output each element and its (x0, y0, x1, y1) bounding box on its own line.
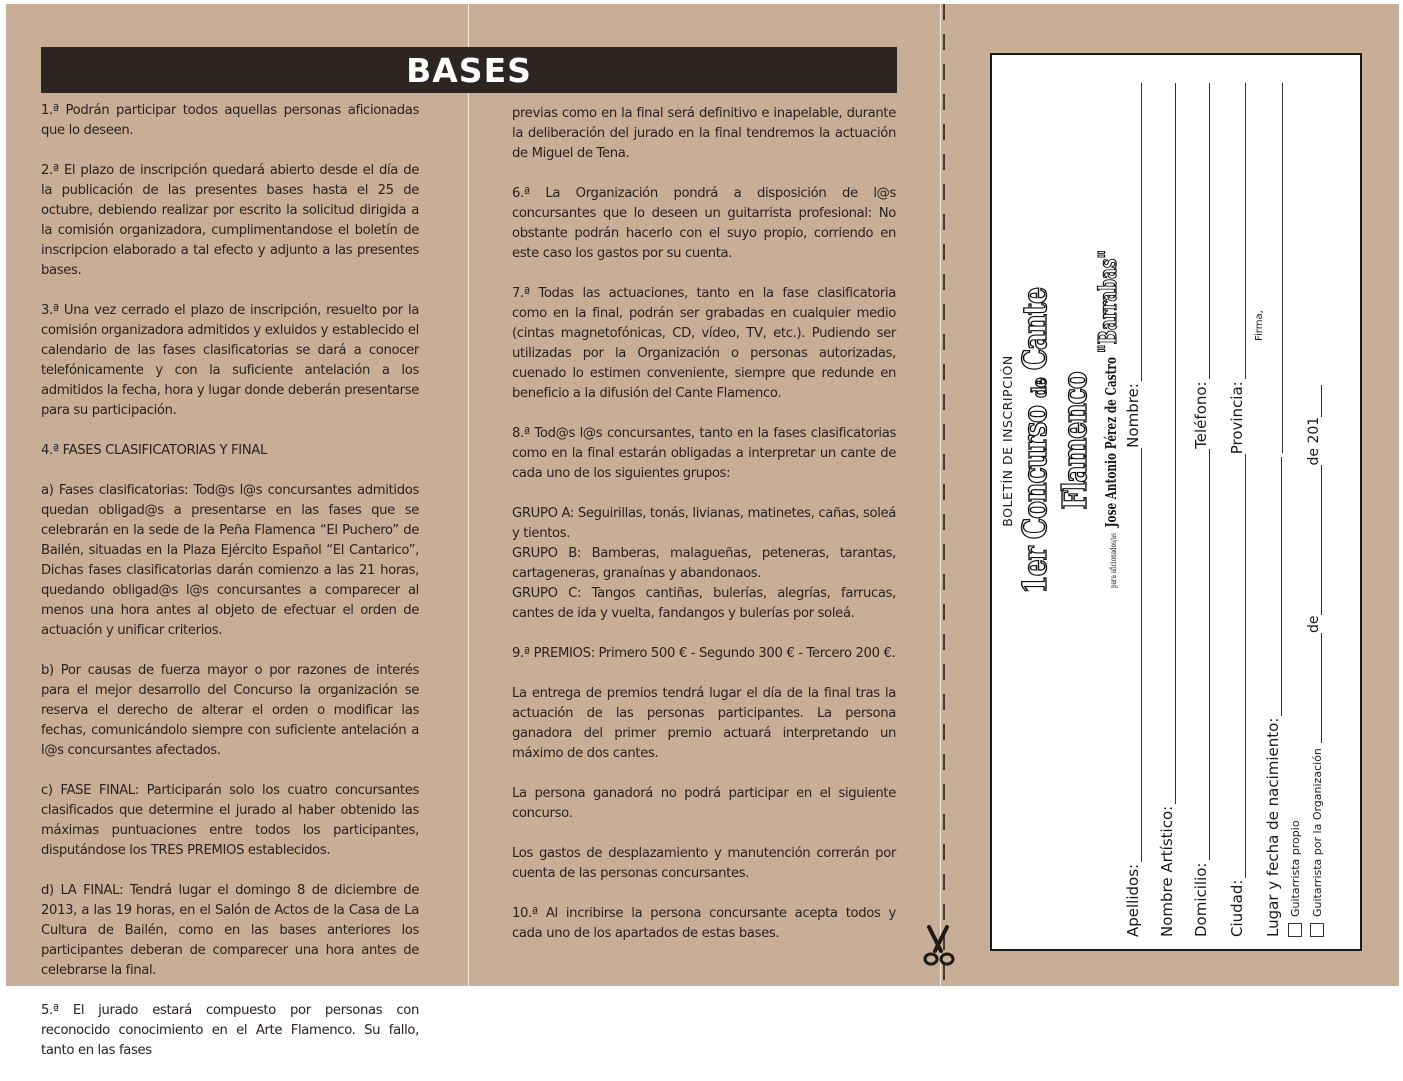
label-lugar-fecha: Lugar y fecha de nacimiento: (1264, 717, 1282, 937)
cut-dashed-line (943, 4, 945, 986)
paragraph: 1.ª Podrán participar todos aquellas personas aficionadas que lo deseen. (41, 103, 419, 138)
row-nombre-artistico (1150, 83, 1176, 937)
input-lugar-fecha-cont[interactable] (1266, 83, 1283, 453)
section-heading: 4.ª FASES CLASIFICATORIAS Y FINAL (41, 443, 267, 458)
paragraph: a) Fases clasificatorias: Tod@s l@s concursantes admitidos quedan obligad@s a presentarse en las fases que se celebrarán en la sede de la Peña Flamenca “El Puchero” de Bailén, situadas en la Plaza Ejército Español “El Cantarico”, Dichas fases clasificatorias darán comienzo a las 21 horas, quedando obligad@s l@s concursantes a comparecer al menos una hora antes al objeto de efectuar el orden de actuación y unificar criterios. (41, 483, 419, 638)
paragraph: b) Por causas de fuerza mayor o por razones de interés para el mejor desarrollo del Concurso la organización se reserva el derecho de alterar el orden o modificar las fechas, comunicándolo siempre con suficiente antelación a l@s concursantes afectados. (41, 663, 419, 758)
paragraph: La entrega de premios tendrá lugar el día de la final tras la actuación de las personas participantes. La persona ganadora del primer premio actuará interpretando un máximo de dos cantes. (512, 686, 896, 761)
input-nombre[interactable] (1123, 83, 1142, 381)
date-year-input[interactable] (1307, 385, 1322, 417)
row-ciudad-provincia (1220, 83, 1246, 937)
group-b: GRUPO B: Bamberas, malagueñas, peteneras, tarantas, cartageneras, granaínas y abandonaos. (512, 546, 896, 581)
form-subtitle: BOLETÍN DE INSCRIPCIÓN (1000, 355, 1015, 527)
bases-header-bar (41, 47, 897, 93)
contest-title (1017, 269, 1093, 613)
label-nombre: Nombre: (1124, 383, 1142, 448)
row-apellidos-nombre (1116, 83, 1142, 937)
bases-title: BASES (406, 50, 532, 90)
paragraph: Los gastos de desplazamiento y manutención correrán por cuenta de las personas concursantes. (512, 846, 896, 881)
paragraph: 6.ª La Organización pondrá a disposición de l@s concursantes que lo deseen un guitarrista profesional: No obstante podrán hacerlo con el suyo propio, corriendo en este caso los gastos por su cuenta. (512, 186, 896, 261)
group-c: GRUPO C: Tangos cantiñas, bulerías, alegrías, farrucas, cantes de ida y vuelta, fandangos y bulerías por soleá. (512, 586, 896, 621)
title-suffix: Cante Flamenco (1015, 287, 1094, 510)
paragraph: La persona ganadorá no podrá participar en el siguiente concurso. (512, 786, 896, 821)
input-ciudad[interactable] (1227, 454, 1246, 877)
group-a: GRUPO A: Seguirillas, tonás, livianas, matinetes, cañas, soleá y tientos. (512, 506, 897, 541)
date-de-label: de (1306, 615, 1322, 633)
label-domicilio: Domicilio: (1192, 862, 1210, 937)
form-header (1000, 231, 1122, 651)
input-domicilio[interactable] (1191, 449, 1210, 861)
input-apellidos[interactable] (1123, 448, 1142, 862)
firma-label: Firma, (1254, 310, 1265, 341)
middle-column (512, 104, 896, 964)
label-provincia: Provincia: (1228, 381, 1246, 455)
rotated-form-content (992, 53, 1364, 951)
registration-form (990, 53, 1362, 951)
checkbox-guitarrista-organizacion[interactable] (1310, 748, 1324, 937)
paragraph: 3.ª Una vez cerrado el plazo de inscripción, resuelto por la comisión organizadora admitidos y exluidos y establecido el calendario de las fases clasificatorias se dará a conocer telefónicamente y con la suficiente antelación a los admitidos la fecha, hora y lugar donde deberán presentarse para su participación. (41, 303, 419, 418)
label-ciudad: Ciudad: (1228, 879, 1246, 937)
checkbox-label: Guitarrista propio (1288, 820, 1302, 917)
title-de: de (1027, 378, 1051, 398)
checkbox-guitarrista-propio[interactable] (1288, 820, 1302, 937)
date-month-input[interactable] (1307, 466, 1322, 616)
date-day-input[interactable] (1307, 633, 1322, 743)
fold-line-1 (468, 4, 469, 986)
scissors-icon (921, 925, 957, 969)
paragraph: 10.ª Al incribirse la persona concursante acepta todos y cada uno de los apartados de estas bases. (512, 906, 896, 941)
left-column (41, 101, 419, 1081)
checkbox-box[interactable] (1288, 923, 1302, 937)
label-telefono: Teléfono: (1192, 381, 1210, 449)
fold-line-2 (940, 4, 941, 986)
paragraph: 5.ª El jurado estará compuesto por personas con reconocido conocimiento en el Arte Flamenco. Su fallo, tanto en las fases (41, 1003, 419, 1058)
input-nombre-artistico[interactable] (1157, 83, 1176, 804)
paragraph: 8.ª Tod@s l@s concursantes, tanto en la fases clasificatorias como en la final estarán obligadas a interpretar un cante de cada uno de los siguientes grupos: (512, 426, 896, 481)
label-nombre-artistico: Nombre Artístico: (1158, 805, 1176, 937)
paragraph: d) LA FINAL: Tendrá lugar el domingo 8 de diciembre de 2013, a las 19 horas, en el Salón de Actos de la Casa de La Cultura de Bailén, como en las bases anteriores los participantes deberan de comparecer una hora antes de celebrarse la final. (41, 883, 419, 978)
paragraph: c) FASE FINAL: Participarán solo los cuatro concursantes clasificados que determine el jurado al haber obtenido las máximas puntuaciones entre todos los participantes, disputándose los TRES PREMIOS establecidos. (41, 783, 419, 858)
label-apellidos: Apellidos: (1124, 863, 1142, 937)
prizes: 9.ª PREMIOS: Primero 500 € - Segundo 300 € - Tercero 200 €. (512, 646, 896, 661)
checkbox-box[interactable] (1310, 923, 1324, 937)
paragraph: 2.ª El plazo de inscripción quedará abierto desde el día de la publicación de las presentes bases hasta el 25 de octubre, debiendo realizar por escrito la solicitud dirigida a la comisión organizadora, cumplimentandose el boletín de inscripcion elaborado a tal efecto y adjunto a las presentes bases. (41, 163, 419, 278)
input-provincia[interactable] (1227, 83, 1246, 379)
paragraph: previas como en la final será definitivo e inapelable, durante la deliberación del jurado en la final tendremos la actuación de Miguel de Tena. (512, 106, 896, 161)
paragraph: 7.ª Todas las actuaciones, tanto en la fase clasificatoria como en la final, podrán ser grabadas en cualquier medio (cintas magnetofónicas, CD, vídeo, TV, etc.). Pudiendo ser utilizadas por la Organización o personas autorizadas, cuenado lo estimen conveniente, siempre que redunde en beneficio a la difusión del Cante Flamenco. (512, 286, 896, 401)
date-field (1306, 385, 1322, 743)
checkbox-label: Guitarrista por la Organización (1310, 748, 1324, 917)
dedication-small: para aficionados/as (1109, 533, 1118, 588)
title-prefix: 1er Concurso (1015, 397, 1054, 595)
dedication-name: Jose Antonio Pérez de Castro (1102, 357, 1120, 528)
date-year-label: de 201 (1306, 416, 1322, 466)
row-domicilio-telefono (1184, 83, 1210, 937)
input-telefono[interactable] (1191, 83, 1210, 379)
dedication-nickname: "Barrabas" (1093, 249, 1122, 354)
input-lugar-fecha[interactable] (1263, 457, 1282, 716)
row-lugar-fecha (1256, 457, 1282, 937)
